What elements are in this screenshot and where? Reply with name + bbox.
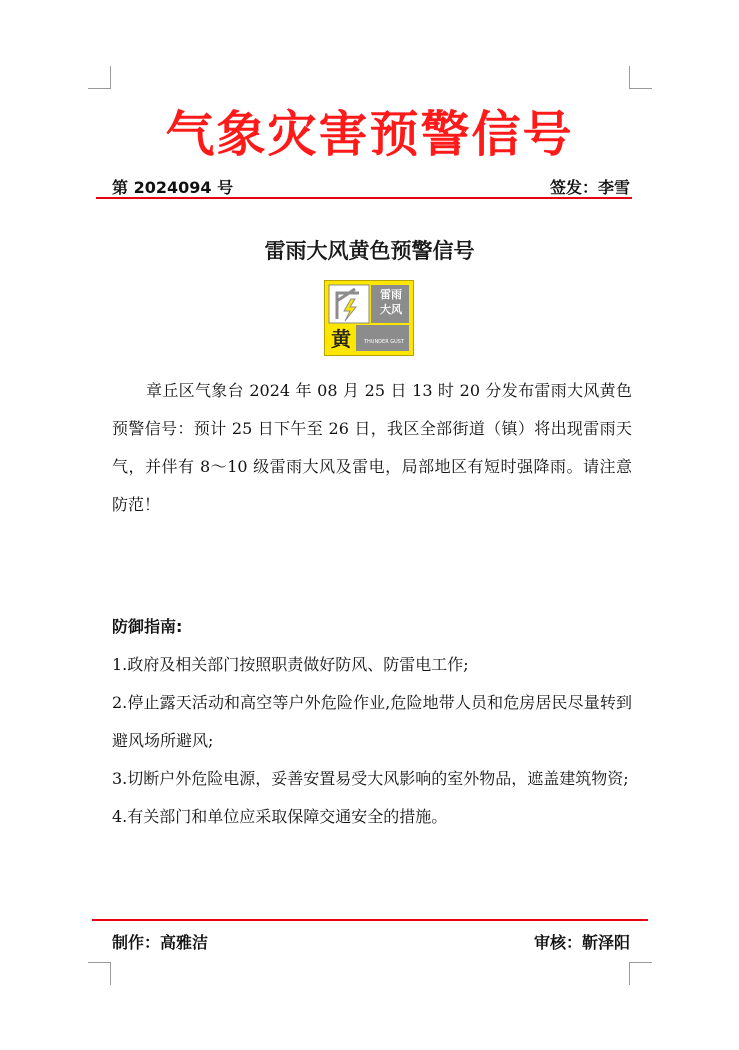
footer-divider [92,919,648,921]
crop-mark-bottom-right [629,962,652,985]
crop-mark-top-left [88,66,111,89]
badge-label-line2: 大风 [380,303,402,316]
guidance-item: 2.停止露天活动和高空等户外危险作业,危险地带人员和危房居民尽量转到避风场所避风; [112,693,632,750]
footer-row [112,930,630,952]
document-title: 气象灾害预警信号 [165,106,574,163]
badge-label-line1: 雷雨 [380,288,402,301]
issue-number: 第 2024094 号 [112,178,234,197]
warning-badge [324,280,414,356]
warning-body: 章丘区气象台 2024 年 08 月 25 日 13 时 20 分发布雷雨大风黄色预警信号：预计 25 日下午至 26 日，我区全部街道（镇）将出现雷雨天气，并伴有 8～10 级雷雨大风及雷电，局部地区有短时强降雨。请注意防范！ [112,381,632,514]
guidance-title: 防御指南: [112,617,183,636]
reviewer: 审核：靳泽阳 [533,933,630,952]
guidance-item: 1.政府及相关部门按照职责做好防风、防雷电工作; [112,655,469,674]
producer: 制作：高雅洁 [112,933,209,952]
badge-english: THUNDER GUST [363,339,405,345]
badge-level: 黄 [331,327,351,351]
guidance-item: 3.切断户外危险电源，妥善安置易受大风影响的室外物品，遮盖建筑物资; [112,769,629,788]
signal-title: 雷雨大风黄色预警信号 [264,239,475,263]
crop-mark-top-right [629,66,652,89]
guidance-item: 4.有关部门和单位应采取保障交通安全的措施。 [112,807,448,826]
issue-row [112,175,630,197]
signer: 签发：李雪 [549,178,630,197]
crop-mark-bottom-left [88,962,111,985]
header-divider [96,197,632,199]
guidance-list [112,646,632,836]
badge-label [373,287,409,317]
